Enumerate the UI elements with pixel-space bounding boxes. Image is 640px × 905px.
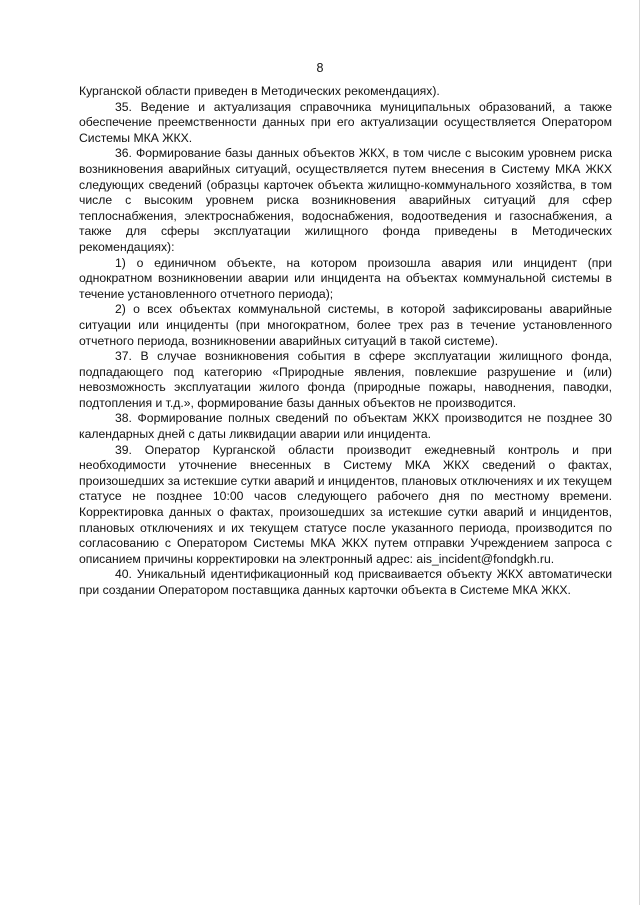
paragraph-p-40: 40. Уникальный идентификационный код присваивается объекту ЖКХ автоматически при создании Оператором поставщика данных карточки объекта в Системе МКА ЖКХ.: [79, 567, 612, 597]
paragraph-p-38: 38. Формирование полных сведений по объектам ЖКХ производится не позднее 30 календарных дней с даты ликвидации аварии или инцидента.: [79, 411, 612, 442]
paragraph-p-36-2: 2) о всех объектах коммунальной системы, в которой зафиксированы аварийные ситуации или инциденты (при многократном, более трех раз в течение установленного отчетного периода, возникновении аварийных ситуаций в такой системе).: [79, 302, 612, 348]
paragraph-p-36-1: 1) о единичном объекте, на котором произошла авария или инцидент (при однократном возникновении аварии или инцидента на объектах коммунальной системы в течение установленного отчетного периода);: [79, 255, 612, 301]
paragraph-p-37: 37. В случае возникновения события в сфере эксплуатации жилищного фонда, подпадающего под категорию «Природные явления, повлекшие разрушение и (или) невозможность эксплуатации жилого фонда (природные пожары, наводнения, паводки, подтопления и т.д.», формирование базы данных объектов не производится.: [79, 349, 612, 410]
document-body: [79, 84, 612, 599]
page-number: 8: [316, 61, 324, 75]
paragraph-p-36: 36. Формирование базы данных объектов ЖКХ, в том числе с высоким уровнем риска возникновения аварийных ситуаций, осуществляется путем внесения в Систему МКА ЖКХ следующих сведений (образцы карточек объекта жилищно-коммунального хозяйства, в том числе с высоким уровнем риска возникновения аварийных ситуаций для сфер теплоснабжения, электроснабжения, водоснабжения, водоотведения и газоснабжения, а также для сферы эксплуатации жилищного фонда приведены в Методических рекомендациях):: [79, 146, 612, 254]
paragraph-p-39: 39. Оператор Курганской области производит ежедневный контроль и при необходимости уточнение внесенных в Систему МКА ЖКХ сведений о фактах, произошедших за истекшие сутки аварий и инцидентов, плановых отключениях и их текущем статусе не позднее 10:00 часов следующего рабочего дня по местному времени. Корректировка данных о фактах, произошедших за истекшие сутки аварий и инцидентов, плановых отключениях и их текущем статусе после указанного периода, производится по согласованию с Оператором Системы МКА ЖКХ путем отправки Учреждением запроса с описанием причины корректировки на электронный адрес: ais_incident@fondgkh.ru.: [79, 442, 612, 566]
paragraph-p-continued: Курганской области приведен в Методических рекомендациях).: [79, 84, 440, 98]
paragraph-p-35: 35. Ведение и актуализация справочника муниципальных образований, а также обеспечение преемственности данных при его актуализации осуществляется Оператором Системы МКА ЖКХ.: [79, 99, 612, 145]
